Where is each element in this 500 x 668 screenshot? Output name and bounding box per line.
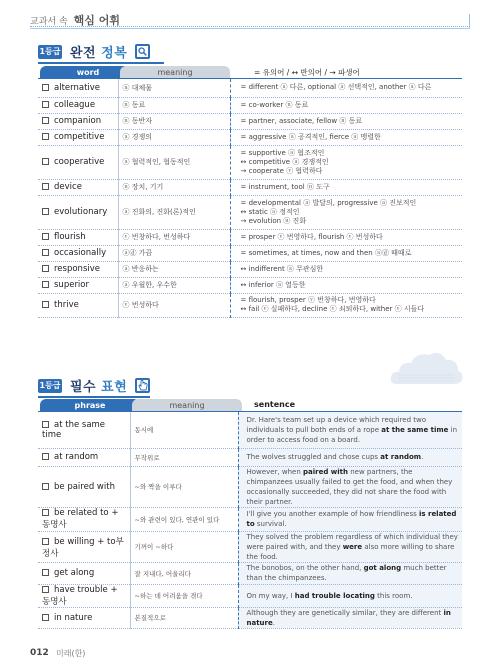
- phrase-meaning: ~와 관련이 있다, 연관이 있다: [130, 507, 238, 531]
- checkbox[interactable]: [42, 84, 49, 91]
- related-word-line: = aggressive ⓐ 공격적인, fierce ⓐ 맹렬한: [240, 132, 381, 141]
- vocab-meaning: ⓐ 협력적인, 협동적인: [118, 145, 230, 179]
- phrase-meaning: 본질적으로: [130, 607, 238, 628]
- vocab-meaning: ⓐⓓ 가끔: [118, 245, 230, 261]
- vocab-word: cooperative: [54, 157, 105, 167]
- vocab-meaning: ⓐ 진화의, 진화(론)적인: [118, 195, 230, 229]
- vocab-related-words: [230, 245, 462, 261]
- related-word-line: = flourish, prosper ⓥ 번창하다, 번영하다: [240, 296, 376, 304]
- phrase-row: [38, 448, 462, 466]
- section2-level-badge: 1등급: [38, 379, 62, 393]
- related-word-line: = different ⓐ 다른, optional ⓐ 선택적인, another ⓐ 다른: [240, 83, 432, 92]
- phrase-meaning: 동시에: [130, 412, 238, 448]
- header-subtitle: 교과서 속: [30, 16, 68, 27]
- vocab-row: [38, 113, 462, 129]
- example-sentence: [238, 507, 462, 531]
- vocab-word-cell: [38, 79, 118, 97]
- vocab-word: companion: [54, 116, 102, 126]
- vocab-table: [38, 79, 462, 318]
- sentence-keyphrase: got along: [363, 564, 402, 572]
- phrase-meaning: ~와 짝을 이루다: [130, 466, 238, 507]
- sentence-keyphrase: at the same time: [381, 425, 449, 434]
- sentence-keyphrase: paired with: [303, 467, 348, 476]
- related-word-line: = instrument, tool ⓝ 도구: [240, 182, 330, 191]
- phrase-row: [38, 562, 462, 584]
- vocab-word: responsive: [54, 264, 100, 274]
- related-word-line: → cooperate ⓥ 협력하다: [240, 166, 323, 175]
- related-word-line: ↔ fail ⓥ 실패하다, decline ⓥ 쇠퇴하다, wither ⓥ 시들다: [240, 305, 425, 313]
- phrase-row: [38, 607, 462, 628]
- section1-title: [38, 42, 150, 61]
- sentence-pre: However, when: [246, 467, 303, 476]
- vocab-related-words: [230, 293, 462, 317]
- section2-heading-a: 필수: [70, 380, 97, 395]
- phrase-cell: [38, 562, 130, 584]
- example-sentence: [238, 562, 462, 584]
- vocab-related-words: [230, 261, 462, 277]
- sentence-keyphrase: had trouble locating: [294, 591, 375, 600]
- phrase-row: [38, 466, 462, 507]
- sentence-pre: The wolves struggled and chose cups: [246, 453, 381, 461]
- vocab-related-words: [230, 195, 462, 229]
- vocab-meaning: ⓐ 반응하는: [118, 261, 230, 277]
- vocab-word: occasionally: [54, 248, 107, 258]
- related-word-line: = partner, associate, fellow ⓝ 동료: [240, 116, 363, 125]
- checkbox[interactable]: [42, 301, 49, 308]
- sentence-pre: Dr. Hare's team set up a device which required two individuals to pull both ends of a rope: [246, 415, 427, 434]
- vocab-word-cell: [38, 261, 118, 277]
- section1-level-badge: 1등급: [38, 45, 62, 59]
- vocab-word-cell: [38, 145, 118, 179]
- col-meaning-tab-2: meaning: [132, 399, 242, 412]
- example-sentence: [238, 412, 462, 448]
- related-word-line: ↔ static ⓐ 정적인: [240, 207, 300, 216]
- checkbox[interactable]: [42, 265, 49, 272]
- phrase-text: be related to + 동명사: [42, 508, 119, 530]
- vocab-row: [38, 261, 462, 277]
- vocab-word-cell: [38, 97, 118, 113]
- related-word-line: = prosper ⓥ 번영하다, flourish ⓥ 번성하다: [240, 232, 383, 241]
- checkbox[interactable]: [42, 509, 49, 516]
- vocab-row: [38, 79, 462, 97]
- sentence-post: this room.: [374, 591, 413, 600]
- phrase-cell: [38, 507, 130, 531]
- vocab-related-words: [230, 113, 462, 129]
- vocab-word: competitive: [54, 132, 105, 142]
- checkbox[interactable]: [42, 101, 49, 108]
- phrase-table: [38, 412, 462, 629]
- example-sentence: [238, 584, 462, 607]
- sentence-post: .: [272, 618, 275, 627]
- vocab-meaning: ⓐ 우월한, 우수한: [118, 277, 230, 293]
- phrase-meaning: 기꺼이 ~하다: [130, 531, 238, 562]
- header-tick: [469, 14, 470, 28]
- col-word-tab: word: [40, 66, 136, 79]
- section2-underline: [38, 396, 150, 398]
- phrase-cell: [38, 448, 130, 466]
- vocab-word-cell: [38, 179, 118, 195]
- phrase-text: be paired with: [54, 481, 115, 492]
- related-word-line: ↔ inferior ⓐ 열등한: [240, 280, 306, 289]
- checkbox[interactable]: [42, 421, 49, 428]
- vocab-meaning: ⓝ 장치, 기기: [118, 179, 230, 195]
- sentence-keyphrase: is related to: [246, 510, 457, 528]
- section2-title: [38, 376, 150, 395]
- header-title: 핵심 어휘: [73, 14, 120, 27]
- phrase-cell: [38, 584, 130, 607]
- vocab-related-words: [230, 129, 462, 145]
- section1-heading-b: 정복: [101, 46, 128, 61]
- vocab-word-cell: [38, 245, 118, 261]
- sentence-post: also more willing to share the food.: [246, 542, 455, 561]
- vocab-word: device: [54, 182, 82, 192]
- sentence-keyphrase: were: [342, 542, 363, 551]
- vocab-row: [38, 195, 462, 229]
- vocab-row: [38, 229, 462, 245]
- sentence-post: .: [421, 453, 424, 461]
- vocab-word: superior: [54, 280, 89, 290]
- vocab-word: thrive: [54, 300, 79, 310]
- phrase-text: at random: [54, 452, 99, 462]
- related-word-line: → evolution ⓝ 진화: [240, 216, 307, 225]
- checkbox[interactable]: [42, 569, 49, 576]
- sentence-keyphrase: at random: [380, 453, 422, 461]
- vocab-related-words: [230, 229, 462, 245]
- phrase-row: [38, 531, 462, 562]
- phrase-text: have trouble + 동명사: [42, 584, 118, 607]
- example-sentence: [238, 466, 462, 507]
- phrase-cell: [38, 607, 130, 628]
- checkbox[interactable]: [42, 208, 49, 215]
- phrase-meaning: 무작위로: [130, 448, 238, 466]
- section1-underline: [38, 62, 164, 64]
- related-word-line: ↔ indifferent ⓐ 무관심한: [240, 264, 324, 273]
- vocab-related-words: [230, 97, 462, 113]
- phrase-cell: [38, 531, 130, 562]
- vocab-word: alternative: [54, 82, 101, 93]
- section2-heading: [70, 376, 127, 395]
- vocab-related-words: [230, 277, 462, 293]
- checkbox[interactable]: [42, 158, 49, 165]
- vocab-meaning: ⓥ 번성하다: [118, 293, 230, 317]
- vocab-row: [38, 293, 462, 317]
- vocab-row: [38, 145, 462, 179]
- vocab-meaning: ⓥ 번창하다, 번성하다: [118, 229, 230, 245]
- vocab-word: colleague: [54, 100, 96, 110]
- vocab-meaning: ⓝ 대체물: [118, 79, 230, 97]
- sentence-post: much better than the chimpanzees.: [246, 564, 447, 582]
- phrase-text: be willing + to부정사: [42, 536, 124, 559]
- vocab-row: [38, 277, 462, 293]
- vocab-meaning: ⓝ 동반자: [118, 113, 230, 129]
- phrase-cell: [38, 412, 130, 448]
- checkbox[interactable]: [42, 281, 49, 288]
- sentence-pre: I'll give you another example of how friendliness: [246, 510, 419, 518]
- vocab-word: evolutionary: [54, 207, 108, 217]
- phrase-row: [38, 507, 462, 531]
- book-name: 미래(한): [56, 649, 86, 658]
- sentence-post: in order to access food on a board.: [246, 425, 458, 444]
- pointer-hand-icon: [135, 378, 150, 393]
- related-word-line: = supportive ⓐ 협조적인: [240, 148, 325, 157]
- vocab-word-cell: [38, 277, 118, 293]
- vocab-row: [38, 179, 462, 195]
- vocab-row: [38, 97, 462, 113]
- search-icon: [135, 44, 150, 59]
- vocab-word-cell: [38, 113, 118, 129]
- legend-text: = 유의어 / ↔ 반의어 / → 파생어: [254, 68, 360, 77]
- cloud-icon: [388, 346, 464, 390]
- vocab-related-words: [230, 79, 462, 97]
- sentence-post: new partners, the chimpanzees usually failed to get the food, and when they occasionally succeeded, they did not share the food with their partner.: [246, 467, 453, 506]
- checkbox[interactable]: [42, 483, 49, 490]
- checkbox[interactable]: [42, 249, 49, 256]
- vocab-row: [38, 129, 462, 145]
- related-word-line: ↔ competitive ⓐ 경쟁적인: [240, 157, 329, 166]
- checkbox[interactable]: [42, 453, 49, 460]
- vocab-related-words: [230, 179, 462, 195]
- sentence-pre: On my way, I: [246, 591, 295, 600]
- section1-heading: [70, 42, 127, 61]
- section1-heading-a: 완전: [70, 46, 97, 61]
- vocab-word-cell: [38, 129, 118, 145]
- sentence-pre: They solved the problem regardless of which individual they were paired with, and they: [246, 532, 458, 551]
- page-number: 012: [30, 648, 49, 658]
- vocab-row: [38, 245, 462, 261]
- phrase-text: get along: [54, 568, 95, 578]
- phrase-meaning: ~하는 데 어려움을 겪다: [130, 584, 238, 607]
- col-sentence-label: sentence: [254, 400, 295, 409]
- phrase-text: in nature: [54, 612, 93, 623]
- header-divider: [30, 26, 470, 29]
- phrase-text: at the same time: [42, 419, 106, 440]
- vocab-related-words: [230, 145, 462, 179]
- sentence-post: survival.: [254, 520, 287, 528]
- sentence-keyphrase: in nature: [246, 608, 451, 627]
- phrase-cell: [38, 466, 130, 507]
- related-word-line: = developmental ⓐ 발달의, progressive ⓐ 진보적인: [240, 198, 417, 207]
- col-meaning-tab: meaning: [120, 66, 230, 79]
- col-phrase-tab: phrase: [40, 399, 140, 412]
- example-sentence: [238, 531, 462, 562]
- phrase-row: [38, 412, 462, 448]
- phrase-meaning: 잘 지내다, 어울리다: [130, 562, 238, 584]
- checkbox[interactable]: [42, 183, 49, 190]
- vocab-word-cell: [38, 293, 118, 317]
- checkbox[interactable]: [42, 538, 49, 545]
- checkbox[interactable]: [42, 233, 49, 240]
- example-sentence: [238, 448, 462, 466]
- sentence-pre: The bonobos, on the other hand,: [246, 564, 364, 572]
- checkbox[interactable]: [42, 586, 49, 593]
- related-word-line: = sometimes, at times, now and then ⓐⓓ 때때로: [240, 248, 412, 257]
- vocab-word: flourish: [54, 232, 86, 242]
- example-sentence: [238, 607, 462, 628]
- vocab-word-cell: [38, 229, 118, 245]
- vocab-word-cell: [38, 195, 118, 229]
- vocab-meaning: ⓐ 경쟁의: [118, 129, 230, 145]
- checkbox[interactable]: [42, 117, 49, 124]
- checkbox[interactable]: [42, 133, 49, 140]
- vocab-meaning: ⓝ 동료: [118, 97, 230, 113]
- checkbox[interactable]: [42, 614, 49, 621]
- related-word-line: = co-worker ⓝ 동료: [240, 100, 309, 109]
- sentence-pre: Although they are genetically similar, they are different: [246, 608, 444, 617]
- section2-heading-b: 표현: [101, 380, 128, 395]
- phrase-row: [38, 584, 462, 607]
